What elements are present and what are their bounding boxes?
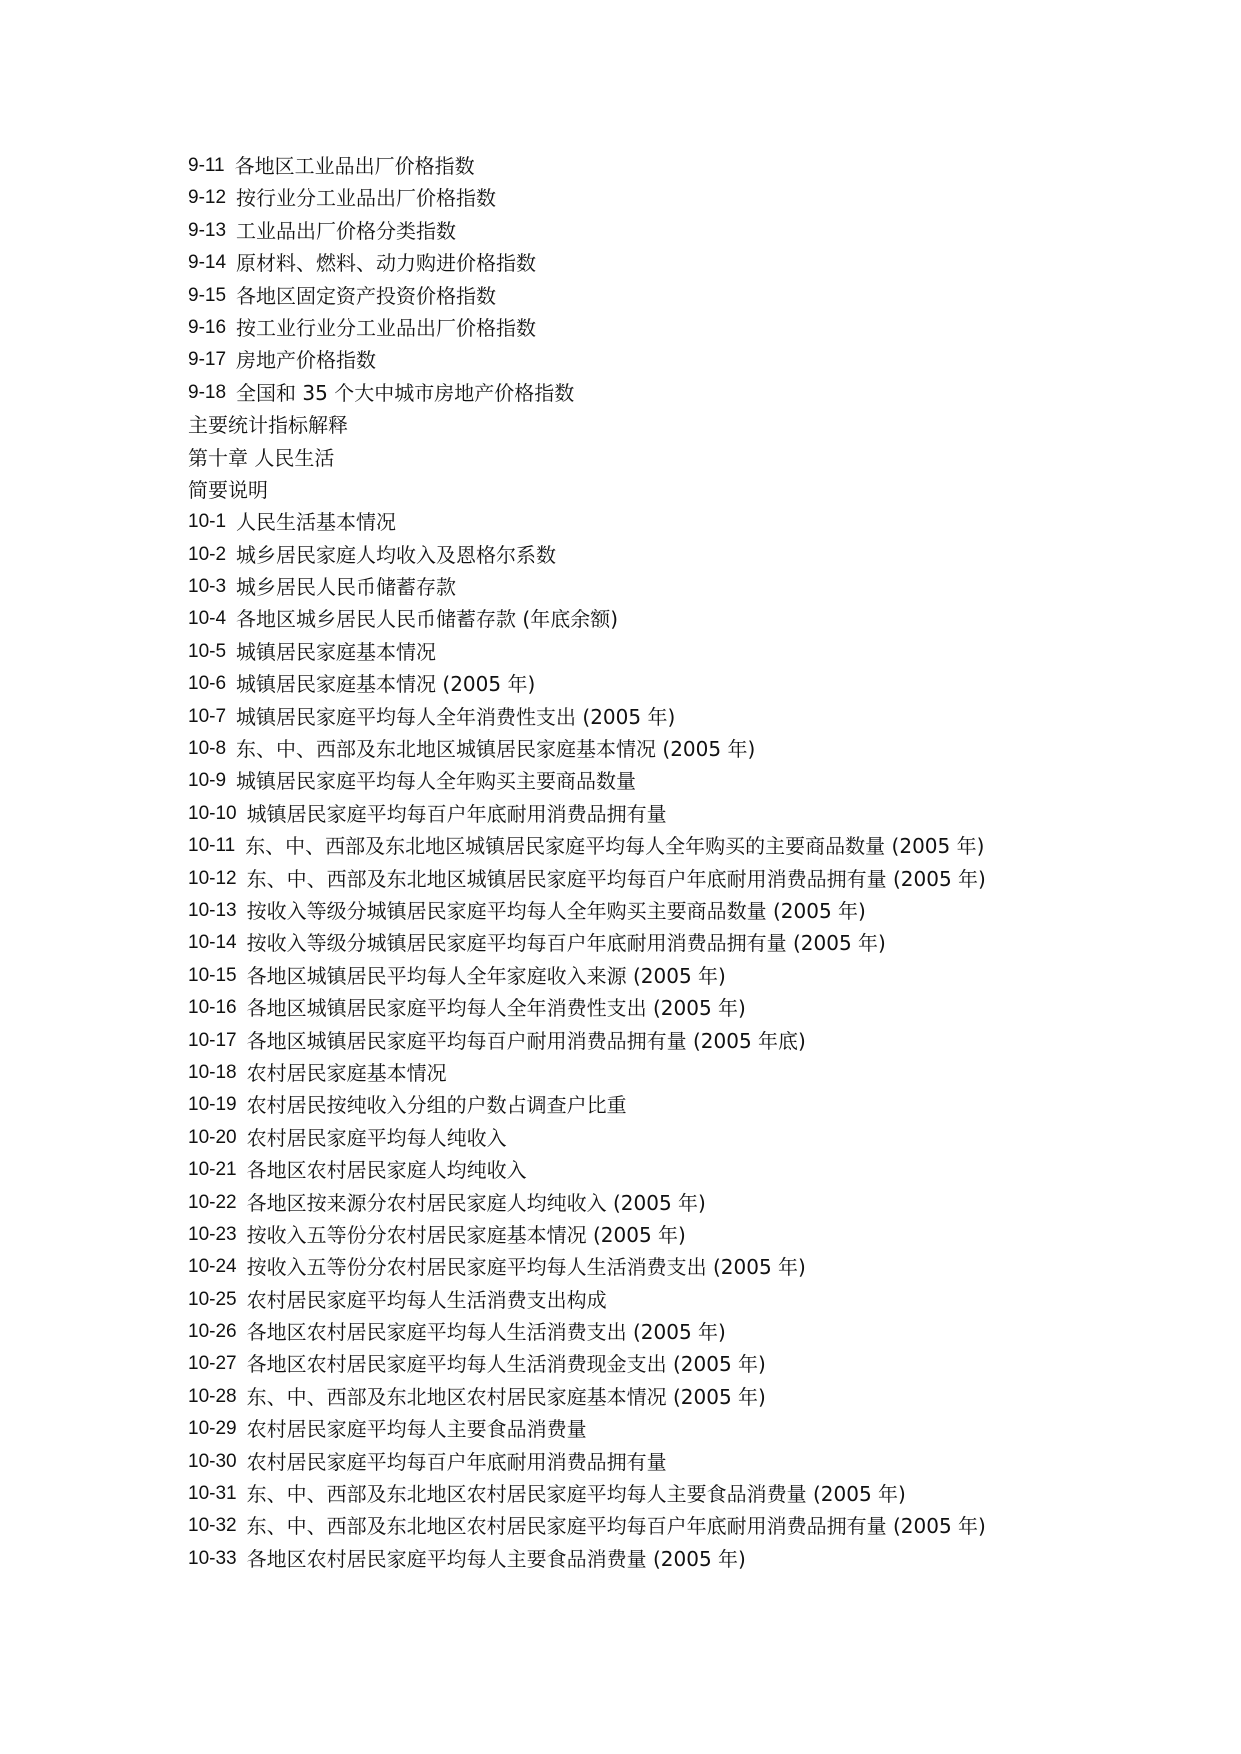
toc-entry-number: 10-15 [188, 964, 237, 986]
toc-entry-title: 各地区农村居民家庭人均纯收入 [246, 1158, 527, 1183]
toc-entry-number: 10-16 [188, 997, 237, 1019]
toc-entry-title: 各地区城镇居民平均每人全年家庭收入来源 (2005 年) [246, 963, 726, 988]
toc-entry [188, 1543, 1188, 1575]
toc-entry-title: 东、中、西部及东北地区城镇居民家庭基本情况 (2005 年) [236, 737, 756, 762]
toc-entry-number: 10-24 [188, 1256, 237, 1278]
toc-entry-number: 10-10 [188, 802, 237, 824]
toc-entry-number: 10-19 [188, 1094, 237, 1116]
toc-entry [188, 247, 1188, 279]
toc-entry [188, 863, 1188, 895]
toc-entry-title: 各地区城乡居民人民币储蓄存款 (年底余额) [236, 607, 618, 632]
toc-entry [188, 701, 1188, 733]
toc-entry-title: 按收入五等份分农村居民家庭基本情况 (2005 年) [246, 1222, 686, 1247]
toc-entry-number: 10-17 [188, 1029, 237, 1051]
toc-entry-title: 农村居民家庭平均每人纯收入 [246, 1125, 507, 1150]
toc-entry [188, 377, 1188, 409]
toc-entry-number: 10-5 [188, 640, 227, 662]
toc-entry [188, 765, 1188, 797]
toc-entry-title: 城镇居民家庭基本情况 [236, 639, 437, 664]
toc-entry-number: 10-8 [188, 738, 227, 760]
toc-entry-title: 城乡居民家庭人均收入及恩格尔系数 [236, 542, 557, 567]
toc-entry [188, 1057, 1188, 1089]
toc-entry-number: 9-12 [188, 187, 227, 209]
toc-entry-title: 按行业分工业品出厂价格指数 [236, 186, 497, 211]
toc-entry-title: 各地区农村居民家庭平均每人主要食品消费量 (2005 年) [246, 1546, 746, 1571]
toc-entry [188, 1251, 1188, 1283]
toc-entry-title: 城乡居民人民币储蓄存款 [236, 575, 457, 600]
toc-entry-title: 农村居民家庭平均每人主要食品消费量 [246, 1417, 587, 1442]
toc-entry [188, 1446, 1188, 1478]
toc-entry-number: 9-16 [188, 316, 227, 338]
toc-entry-title: 东、中、西部及东北地区农村居民家庭平均每百户年底耐用消费品拥有量 (2005 年) [246, 1514, 986, 1539]
toc-entry-title: 各地区城镇居民家庭平均每百户耐用消费品拥有量 (2005 年底) [246, 1028, 806, 1053]
toc-entry [188, 1510, 1188, 1542]
toc-entry [188, 1122, 1188, 1154]
toc-entry-number: 10-2 [188, 543, 227, 565]
toc-entry-title: 人民生活基本情况 [236, 510, 397, 535]
toc-entry [188, 733, 1188, 765]
toc-entry-number: 10-27 [188, 1353, 237, 1375]
toc-entry-title: 东、中、西部及东北地区城镇居民家庭平均每人全年购买的主要商品数量 (2005 年) [245, 834, 985, 859]
toc-entry-title: 各地区农村居民家庭平均每人生活消费现金支出 (2005 年) [246, 1352, 766, 1377]
toc-entry [188, 1089, 1188, 1121]
toc-entry-title: 农村居民按纯收入分组的户数占调查户比重 [246, 1093, 627, 1118]
toc-entry [188, 603, 1188, 635]
toc-entry [188, 1381, 1188, 1413]
toc-entry [188, 830, 1188, 862]
toc-entry-number: 10-23 [188, 1223, 237, 1245]
toc-entry-number: 10-18 [188, 1061, 237, 1083]
table-of-contents [188, 150, 1188, 1575]
toc-entry-title: 原材料、燃料、动力购进价格指数 [236, 251, 537, 276]
toc-entry-title: 各地区农村居民家庭平均每人生活消费支出 (2005 年) [246, 1320, 726, 1345]
toc-entry-number: 9-15 [188, 284, 227, 306]
toc-entry-number: 10-7 [188, 705, 227, 727]
toc-entry-number: 10-22 [188, 1191, 237, 1213]
toc-entry-title: 城镇居民家庭平均每百户年底耐用消费品拥有量 [246, 801, 667, 826]
toc-entry-number: 9-11 [188, 155, 225, 176]
toc-entry-title: 按收入五等份分农村居民家庭平均每人生活消费支出 (2005 年) [246, 1255, 806, 1280]
toc-entry [188, 960, 1188, 992]
toc-entry-number: 9-14 [188, 252, 227, 274]
toc-entry-number: 10-29 [188, 1418, 237, 1440]
toc-entry-title: 东、中、西部及东北地区农村居民家庭基本情况 (2005 年) [246, 1384, 766, 1409]
toc-entry [188, 798, 1188, 830]
toc-entry [188, 474, 1188, 506]
toc-entry-number: 10-33 [188, 1547, 237, 1569]
toc-entry-number: 10-1 [188, 511, 227, 533]
toc-entry-title: 农村居民家庭平均每人生活消费支出构成 [246, 1287, 607, 1312]
toc-entry-number: 10-30 [188, 1450, 237, 1472]
toc-entry [188, 1219, 1188, 1251]
toc-entry-title: 各地区城镇居民家庭平均每人全年消费性支出 (2005 年) [246, 996, 746, 1021]
toc-entry [188, 636, 1188, 668]
toc-entry-title: 各地区工业品出厂价格指数 [234, 154, 475, 178]
toc-entry-title: 东、中、西部及东北地区农村居民家庭平均每人主要食品消费量 (2005 年) [246, 1482, 906, 1507]
toc-entry-title: 东、中、西部及东北地区城镇居民家庭平均每百户年底耐用消费品拥有量 (2005 年) [246, 866, 986, 891]
toc-entry-title: 城镇居民家庭平均每人全年购买主要商品数量 [236, 769, 637, 794]
toc-entry [188, 571, 1188, 603]
toc-entry-title: 城镇居民家庭平均每人全年消费性支出 (2005 年) [236, 704, 676, 729]
toc-entry [188, 992, 1188, 1024]
toc-entry [188, 312, 1188, 344]
toc-entry-number: 10-26 [188, 1321, 237, 1343]
toc-entry [188, 150, 1188, 182]
toc-entry-number: 10-32 [188, 1515, 237, 1537]
toc-entry-number: 9-17 [188, 349, 227, 371]
toc-entry-number: 10-31 [188, 1483, 237, 1505]
toc-entry [188, 1025, 1188, 1057]
toc-entry-title: 各地区固定资产投资价格指数 [236, 283, 497, 308]
toc-entry [188, 1348, 1188, 1380]
toc-entry-title: 主要统计指标解释 [188, 413, 348, 438]
toc-entry-title: 按工业行业分工业品出厂价格指数 [236, 315, 537, 340]
toc-entry-number: 10-20 [188, 1126, 237, 1148]
toc-entry-title: 第十章 人民生活 [188, 445, 335, 470]
toc-entry-number: 10-21 [188, 1159, 237, 1181]
toc-entry [188, 539, 1188, 571]
toc-entry [188, 1413, 1188, 1445]
toc-entry-title: 简要说明 [188, 477, 268, 502]
toc-entry-number: 10-12 [188, 867, 237, 889]
toc-entry-number: 10-11 [188, 835, 236, 857]
toc-entry-title: 各地区按来源分农村居民家庭人均纯收入 (2005 年) [246, 1190, 706, 1215]
toc-entry-title: 农村居民家庭基本情况 [246, 1060, 447, 1085]
toc-entry [188, 409, 1188, 441]
toc-entry [188, 927, 1188, 959]
toc-entry-number: 10-9 [188, 770, 227, 792]
toc-entry [188, 1316, 1188, 1348]
toc-entry [188, 1154, 1188, 1186]
toc-entry [188, 1187, 1188, 1219]
toc-entry [188, 506, 1188, 538]
toc-entry [188, 1284, 1188, 1316]
toc-entry-number: 9-13 [188, 219, 227, 241]
toc-entry-number: 9-18 [188, 381, 227, 403]
toc-entry-number: 10-14 [188, 932, 237, 954]
toc-entry-title: 按收入等级分城镇居民家庭平均每百户年底耐用消费品拥有量 (2005 年) [246, 931, 886, 956]
toc-entry-number: 10-25 [188, 1288, 237, 1310]
toc-entry-number: 10-4 [188, 608, 227, 630]
toc-entry-title: 工业品出厂价格分类指数 [236, 218, 457, 243]
toc-entry-number: 10-13 [188, 899, 237, 921]
toc-entry [188, 895, 1188, 927]
toc-entry [188, 442, 1188, 474]
toc-entry [188, 215, 1188, 247]
toc-entry-title: 农村居民家庭平均每百户年底耐用消费品拥有量 [246, 1449, 667, 1474]
toc-entry-title: 房地产价格指数 [236, 348, 377, 373]
toc-entry-title: 全国和 35 个大中城市房地产价格指数 [236, 380, 575, 405]
toc-entry-title: 按收入等级分城镇居民家庭平均每人全年购买主要商品数量 (2005 年) [246, 898, 866, 923]
toc-entry-title: 城镇居民家庭基本情况 (2005 年) [236, 672, 536, 697]
toc-entry-number: 10-3 [188, 576, 227, 598]
toc-entry [188, 280, 1188, 312]
toc-entry [188, 1478, 1188, 1510]
toc-entry-number: 10-28 [188, 1385, 237, 1407]
toc-entry [188, 668, 1188, 700]
toc-entry-number: 10-6 [188, 673, 227, 695]
toc-entry [188, 182, 1188, 214]
toc-entry [188, 344, 1188, 376]
